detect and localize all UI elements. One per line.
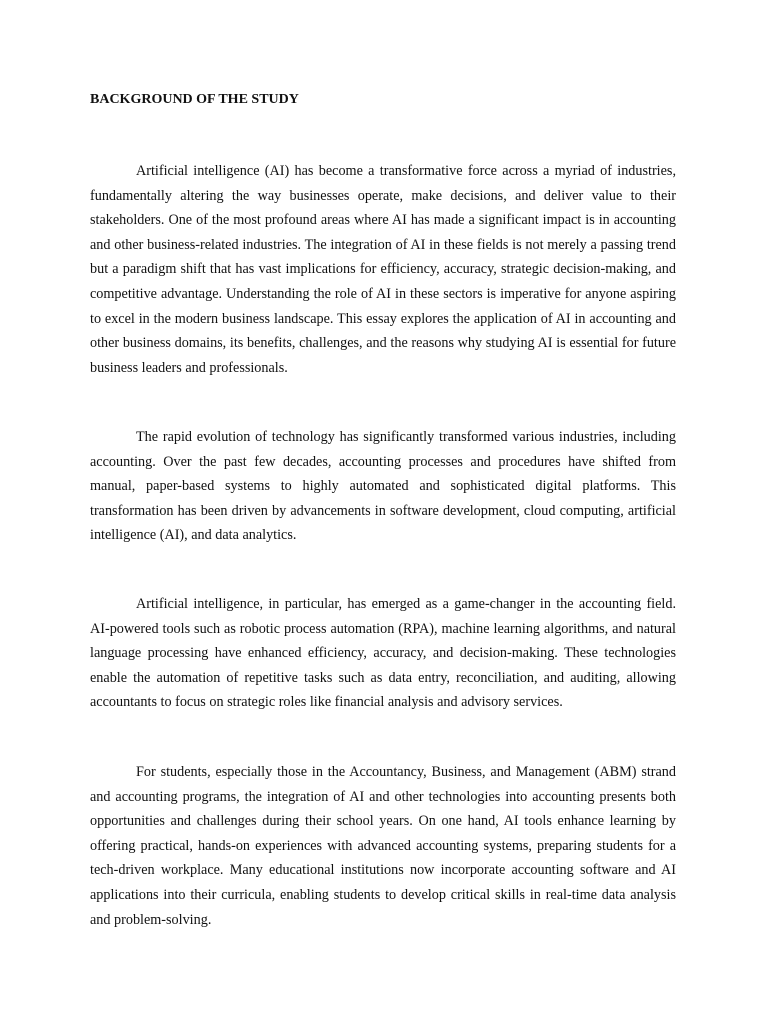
paragraph-1: Artificial intelligence (AI) has become a transformative force across a myriad of industries, fundamentally altering the way businesses operate, make decisions, and deliver value to their stakeholders. One of the most profound areas where AI has made a significant impact is in accounting and other business-related industries. The integration of AI in these fields is not merely a passing trend but a paradigm shift that has vast implications for efficiency, accuracy, strategic decision-making, and competitive advantage. Understanding the role of AI in these sectors is imperative for anyone aspiring to excel in the modern business landscape. This essay explores the application of AI in accounting and other business domains, its benefits, challenges, and the reasons why studying AI is essential for future business leaders and professionals. [90, 163, 676, 376]
page-title: BACKGROUND OF THE STUDY [90, 92, 299, 107]
paragraph-2: The rapid evolution of technology has significantly transformed various industries, including accounting. Over the past few decades, accounting processes and procedures have shifted from manual, paper-based systems to highly automated and sophisticated digital platforms. This transformation has been driven by advancements in software development, cloud computing, artificial intelligence (AI), and data analytics. [90, 429, 676, 544]
paragraph-3: Artificial intelligence, in particular, has emerged as a game-changer in the accounting field. AI-powered tools such as robotic process automation (RPA), machine learning algorithms, and natural language processing have enhanced efficiency, accuracy, and decision-making. These technologies enable the automation of repetitive tasks such as data entry, reconciliation, and auditing, allowing accountants to focus on strategic roles like financial analysis and advisory services. [90, 596, 676, 711]
paragraph-4: For students, especially those in the Accountancy, Business, and Management (ABM) strand and accounting programs, the integration of AI and other technologies into accounting presents both opportunities and challenges during their school years. On one hand, AI tools enhance learning by offering practical, hands-on experiences with advanced accounting systems, preparing students for a tech-driven workplace. Many educational institutions now incorporate accounting software and AI applications into their curricula, enabling students to develop critical skills in real-time data analysis and problem-solving. [90, 764, 676, 928]
